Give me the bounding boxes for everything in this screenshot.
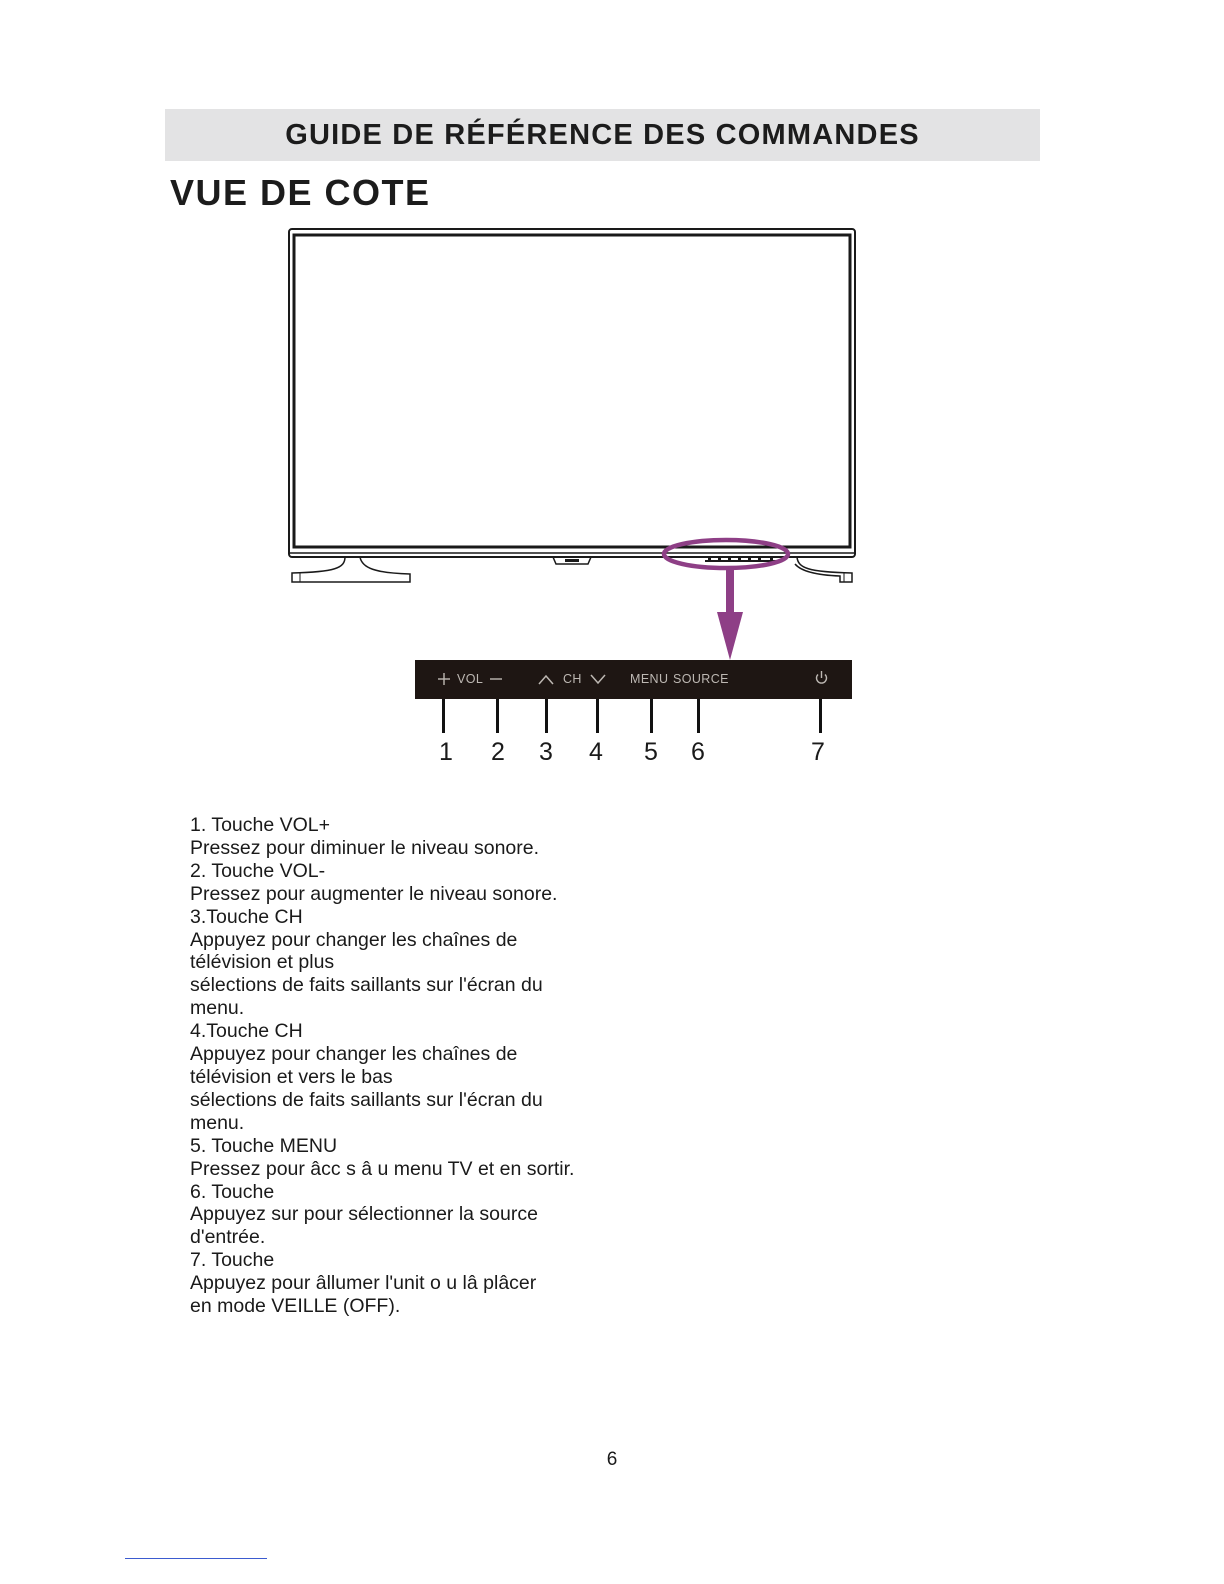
page-number: 6 — [606, 1449, 618, 1470]
chevron-down-icon — [591, 675, 605, 683]
callout-number: 3 — [539, 738, 553, 766]
leader-line — [496, 699, 499, 733]
leader-line — [650, 699, 653, 733]
callout-number: 5 — [644, 738, 658, 766]
leader-line — [819, 699, 822, 733]
description-line: sélections de faits saillants sur l'écran du — [190, 974, 543, 997]
description-line: d'entrée. — [190, 1226, 266, 1249]
description-line: Pressez pour diminuer le niveau sonore. — [190, 836, 540, 859]
vol-label: VOL — [457, 672, 484, 686]
leader-line — [545, 699, 548, 733]
mini-button-strip — [705, 558, 780, 561]
section-title: VUE DE COTE — [170, 172, 431, 213]
description-line: Pressez pour augmenter le niveau sonore. — [190, 882, 558, 905]
callout-number: 7 — [811, 738, 825, 766]
control-panel — [415, 660, 852, 699]
highlight-ellipse — [664, 540, 788, 568]
leader-line — [596, 699, 599, 733]
description-line: Appuyez sur pour sélectionner la source — [190, 1203, 538, 1226]
description-line: télévision et plus — [190, 951, 335, 974]
callout-number: 1 — [439, 738, 453, 766]
page-title: GUIDE DE RÉFÉRENCE DES COMMANDES — [285, 118, 920, 151]
menu-label: MENU — [630, 672, 669, 686]
left-stand — [292, 557, 410, 582]
power-icon — [817, 671, 827, 683]
ch-label: CH — [563, 672, 582, 686]
right-stand — [795, 557, 852, 582]
description-line: 1. Touche VOL+ — [190, 814, 331, 836]
description-line: 6. Touche — [190, 1180, 275, 1203]
description-line: 2. Touche VOL- — [190, 859, 326, 882]
description-line: menu. — [190, 997, 245, 1020]
description-line: télévision et vers le bas — [190, 1065, 393, 1088]
description-line: 7. Touche — [190, 1249, 275, 1272]
chevron-up-icon — [539, 676, 553, 684]
description-line: Appuyez pour changer les chaînes de — [190, 928, 518, 951]
description-line: sélections de faits saillants sur l'écran du — [190, 1088, 543, 1111]
callout-number: 4 — [589, 738, 603, 766]
pointer-arrow — [717, 568, 743, 660]
leader-line — [442, 699, 445, 733]
description-line: Appuyez pour changer les chaînes de — [190, 1043, 518, 1066]
footer-rule — [125, 1558, 267, 1559]
leader-line — [697, 699, 700, 733]
description-line: 3.Touche CH — [190, 905, 303, 928]
description-line: Appuyez pour âllumer l'unit o u lâ plâcer — [190, 1272, 537, 1295]
button-descriptions — [190, 814, 750, 1318]
description-line: menu. — [190, 1111, 245, 1134]
callout-number: 2 — [491, 738, 505, 766]
callout-number: 6 — [691, 738, 705, 766]
source-label: SOURCE — [673, 672, 729, 686]
tv-screen — [294, 235, 850, 547]
description-line: Pressez pour âcc s â u menu TV et en sortir. — [190, 1157, 575, 1180]
description-line: en mode VEILLE (OFF). — [190, 1295, 401, 1318]
tv-frame — [289, 229, 855, 557]
description-line: 4.Touche CH — [190, 1020, 303, 1043]
description-line: 5. Touche MENU — [190, 1134, 338, 1157]
plus-icon — [438, 673, 450, 685]
